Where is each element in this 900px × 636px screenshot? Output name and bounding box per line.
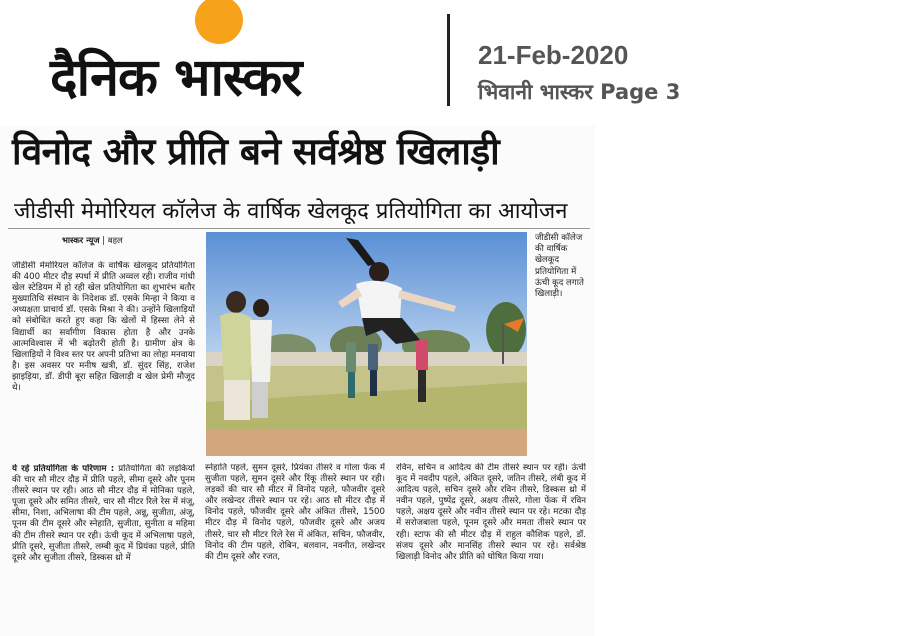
article-body-column-3: रविन, सचिन व आदित्य की टीम तीसरे स्थान पर रही। ऊंची कूद में नवदीप पहले, अंकित दूसरे, जतिन तीसरे, लंबी कूद में आदित्य पहले, सचिन दूसरे और रविन तीसरे, डिस्कस थ्रो में नवीन पहले, पुष्पेंद्र दूसरे, अक्षय तीसरे, गोला फेंक में रविन पहले, अक्षय दूसरे और नवीन तीसरे स्थान पर रहे। मटका दौड़ में सरोजबाला पहले, पूनम दूसरे और ममता तीसरे स्थान पर रही। स्टाफ की सौ मीटर दौड़ में राहुल कौशिक पहले, डॉ. संजय दूसरे और मानसिंह तीसरे स्थान पर रहे। सर्वश्रेष्ठ खिलाड़ी विनोद और प्रीति को घोषित किया गया। xyxy=(396,463,586,562)
edition-page: भिवानी भास्कर Page 3 xyxy=(478,80,681,104)
newspaper-logo: दैनिक भास्कर xyxy=(50,48,302,108)
results-lead-in: ये रहे प्रतियोगिता के परिणाम : xyxy=(12,464,115,474)
byline-source: भास्कर न्यूज xyxy=(62,235,100,245)
publication-date: 21-Feb-2020 xyxy=(478,40,629,70)
byline: भास्कर न्यूज | बहल xyxy=(62,235,123,245)
masthead-divider xyxy=(447,14,450,106)
article-subheadline: जीडीसी मेमोरियल कॉलेज के वार्षिक खेलकूद प्रतियोगिता का आयोजन xyxy=(14,199,568,224)
results-text: प्रतियोगिता की लड़कियों की चार सौ मीटर दौड़ में प्रीति पहले, सीमा दूसरे और पूनम तीसरे स्थान पर रही। आठ सौ मीटर दौड़ में मोनिका पहले, पूजा दूसरे और समित तीसरे, चार सौ मीटर रिले रेस में मंजू, सीमा, निशा, अभिलाषा की टीम पहले, अन्नू, सुजीता, अंजू, पूनम की टीम दूसरे और स्नेहाति, सुजीता, सुनीता व महिमा की टीम तीसरे स्थान पर रही। ऊंची कूद में अभिलाषा पहले, प्रीति दूसरे, सुजीता तीसरे, लम्बी कूद में प्रियंका पहले, प्रीति दूसरे और सुजीता तीसरे, डिस्कस थ्रो में xyxy=(12,464,195,563)
article-body-column-2: स्नेहाति पहले, सुमन दूसरे, प्रियंका तीसरे व गोला फेंक में सुजीता पहले, सुमन दूसरे और रिंकू तीसरे स्थान पर रही। लड़कों की चार सौ मीटर में विनोद पहले, फौजवीर दूसरे और लखेन्दर तीसरे स्थान पर रहे। आठ सौ मीटर दौड़ में विनोद पहले, फौजवीर दूसरे और अंकित तीसरे, 1500 मीटर दौड़ में विनोद पहले, फौजवीर दूसरे और अजय तीसरे, चार सौ मीटर रिले रेस में अंकित, सचिन, फौजवीर, विनोद की टीम पहले, रोबिन, बलवान, नवनीत, लखेन्दर की टीम दूसरे और रजत, xyxy=(205,463,385,562)
article-headline: विनोद और प्रीति बने सर्वश्रेष्ठ खिलाड़ी xyxy=(12,130,500,173)
article-body-column-1-top: जीडीसी मेमोरियल कॉलेज के वार्षिक खेलकूद प्रतियोगिता की 400 मीटर दौड़ स्पर्धा में प्रीति अव्वल रही। राजीव गांधी खेल स्टेडियम में हो रही खेल प्रतियोगिता का शुभारंभ बतौर मुख्यातिथि संस्थान के निदेशक डॉ. एसके मिन्हा ने किया व अध्यक्षता प्राचार्य डॉ. एसके मिश्रा ने की। उन्होंने खिलाड़ियों को संबोधित करते हुए कहा कि खेलों में हिस्सा लेने से विद्यार्थी का सर्वांगीण विकास होता है और उनके आत्मविश्वास में भी बढ़ोतरी होती है। ग्रामीण क्षेत्र के खिलाड़ियों ने विश्व स्तर पर अपनी प्रतिभा का लोहा मनवाया है। इस अवसर पर मनीष खत्री, डॉ. सुंदर सिंह, राजेश झाइड़िया, डॉ. डीपी बूरा सहित खिलाड़ी व खेल प्रेमी मौजूद थे। xyxy=(12,261,195,394)
article-body-column-1-bottom xyxy=(12,464,195,636)
sun-logo-icon xyxy=(190,0,248,52)
photo-caption: जीडीसी कॉलेज की वार्षिक खेलकूद प्रतियोगिता में ऊंची कूद लगाते खिलाड़ी। xyxy=(535,233,584,300)
high-jump-photo xyxy=(206,232,527,456)
subheadline-rule xyxy=(8,228,590,229)
byline-place: बहल xyxy=(107,235,123,245)
news-clipping xyxy=(0,125,595,636)
